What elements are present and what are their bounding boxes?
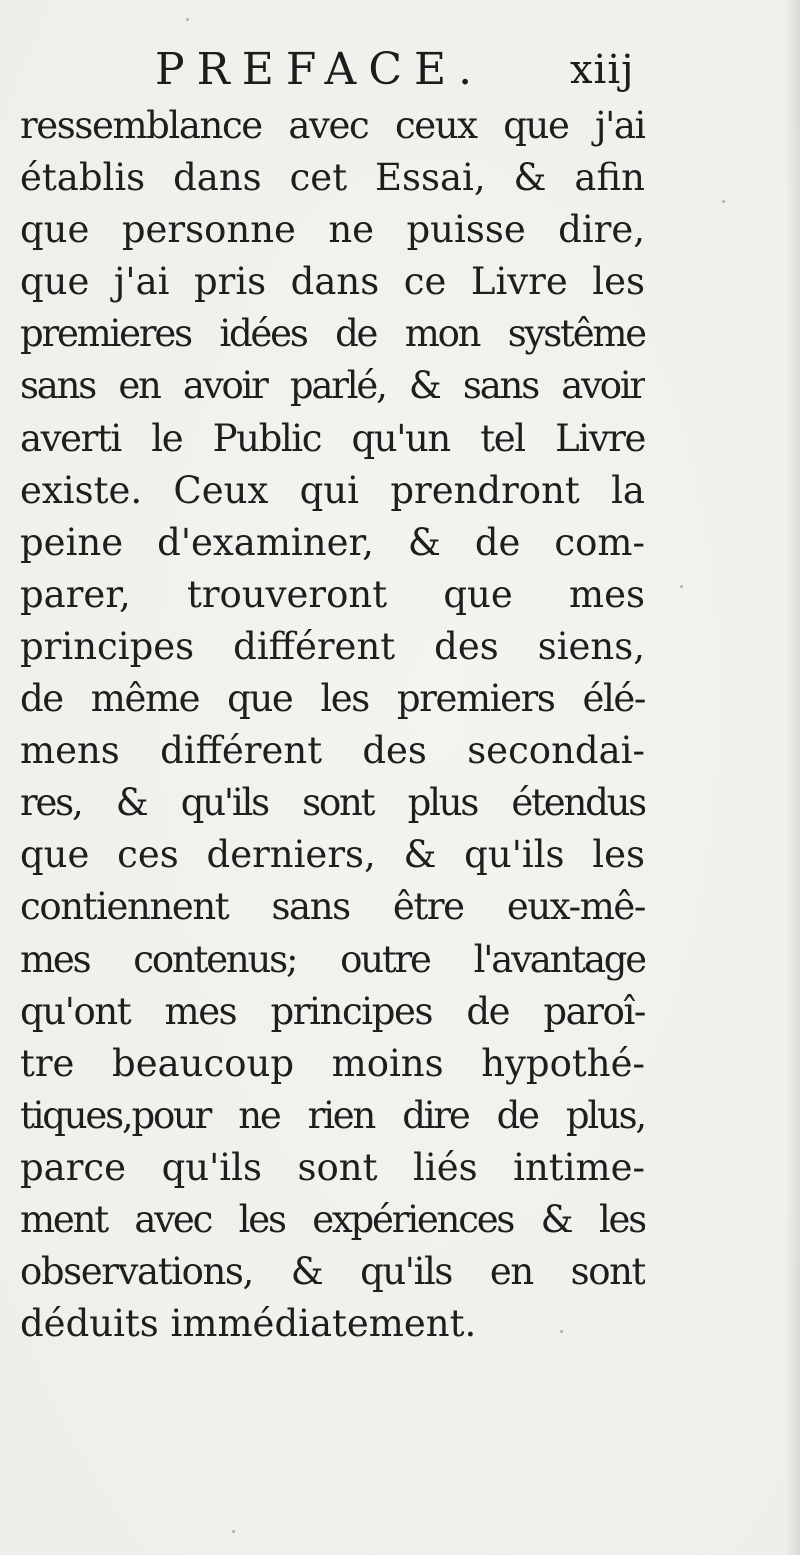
text-line: tiques,pour ne rien dire de plus,: [20, 1093, 645, 1137]
paper-speck: [232, 1530, 235, 1533]
text-line: déduits immédiatement.: [20, 1302, 477, 1346]
text-line: observations, & qu'ils en sont: [20, 1250, 645, 1294]
paper-speck: [722, 200, 725, 203]
text-line: que ces derniers, & qu'ils les: [20, 833, 645, 877]
body-text: [20, 100, 645, 1350]
text-line: tre beaucoup moins hypothé-: [20, 1041, 645, 1085]
text-line: contiennent sans être eux-mê-: [20, 885, 645, 929]
text-line: principes différent des siens,: [20, 624, 645, 668]
text-line: parce qu'ils sont liés intime-: [20, 1145, 645, 1189]
page-header: [0, 40, 800, 100]
text-line: de même que les premiers élé-: [20, 677, 645, 721]
text-line: établis dans cet Essai, & afin: [20, 156, 645, 200]
text-line: existe. Ceux qui prendront la: [20, 468, 645, 512]
text-line: premieres idées de mon systême: [20, 312, 645, 356]
paper-speck: [186, 18, 189, 21]
text-line: parer, trouveront que mes: [20, 572, 645, 616]
page-number: xiij: [570, 47, 635, 93]
text-line: mens différent des secondai-: [20, 729, 645, 773]
text-line: sans en avoir parlé, & sans avoir: [20, 364, 645, 408]
running-head: PREFACE.: [155, 44, 485, 95]
text-line: ment avec les expériences & les: [20, 1197, 645, 1241]
text-line: res, & qu'ils sont plus étendus: [20, 781, 645, 825]
paper-speck: [560, 1330, 563, 1333]
text-line: ressemblance avec ceux que j'ai: [20, 104, 645, 147]
text-line: averti le Public qu'un tel Livre: [20, 416, 645, 460]
text-line: peine d'examiner, & de com-: [20, 520, 645, 564]
text-line: que personne ne puisse dire,: [20, 208, 645, 252]
text-line: mes contenus; outre l'avantage: [20, 937, 645, 981]
paper-speck: [680, 585, 683, 588]
text-line: qu'ont mes principes de paroî-: [20, 989, 645, 1033]
page-edge-shadow: [786, 0, 800, 1555]
text-line: que j'ai pris dans ce Livre les: [20, 260, 645, 304]
